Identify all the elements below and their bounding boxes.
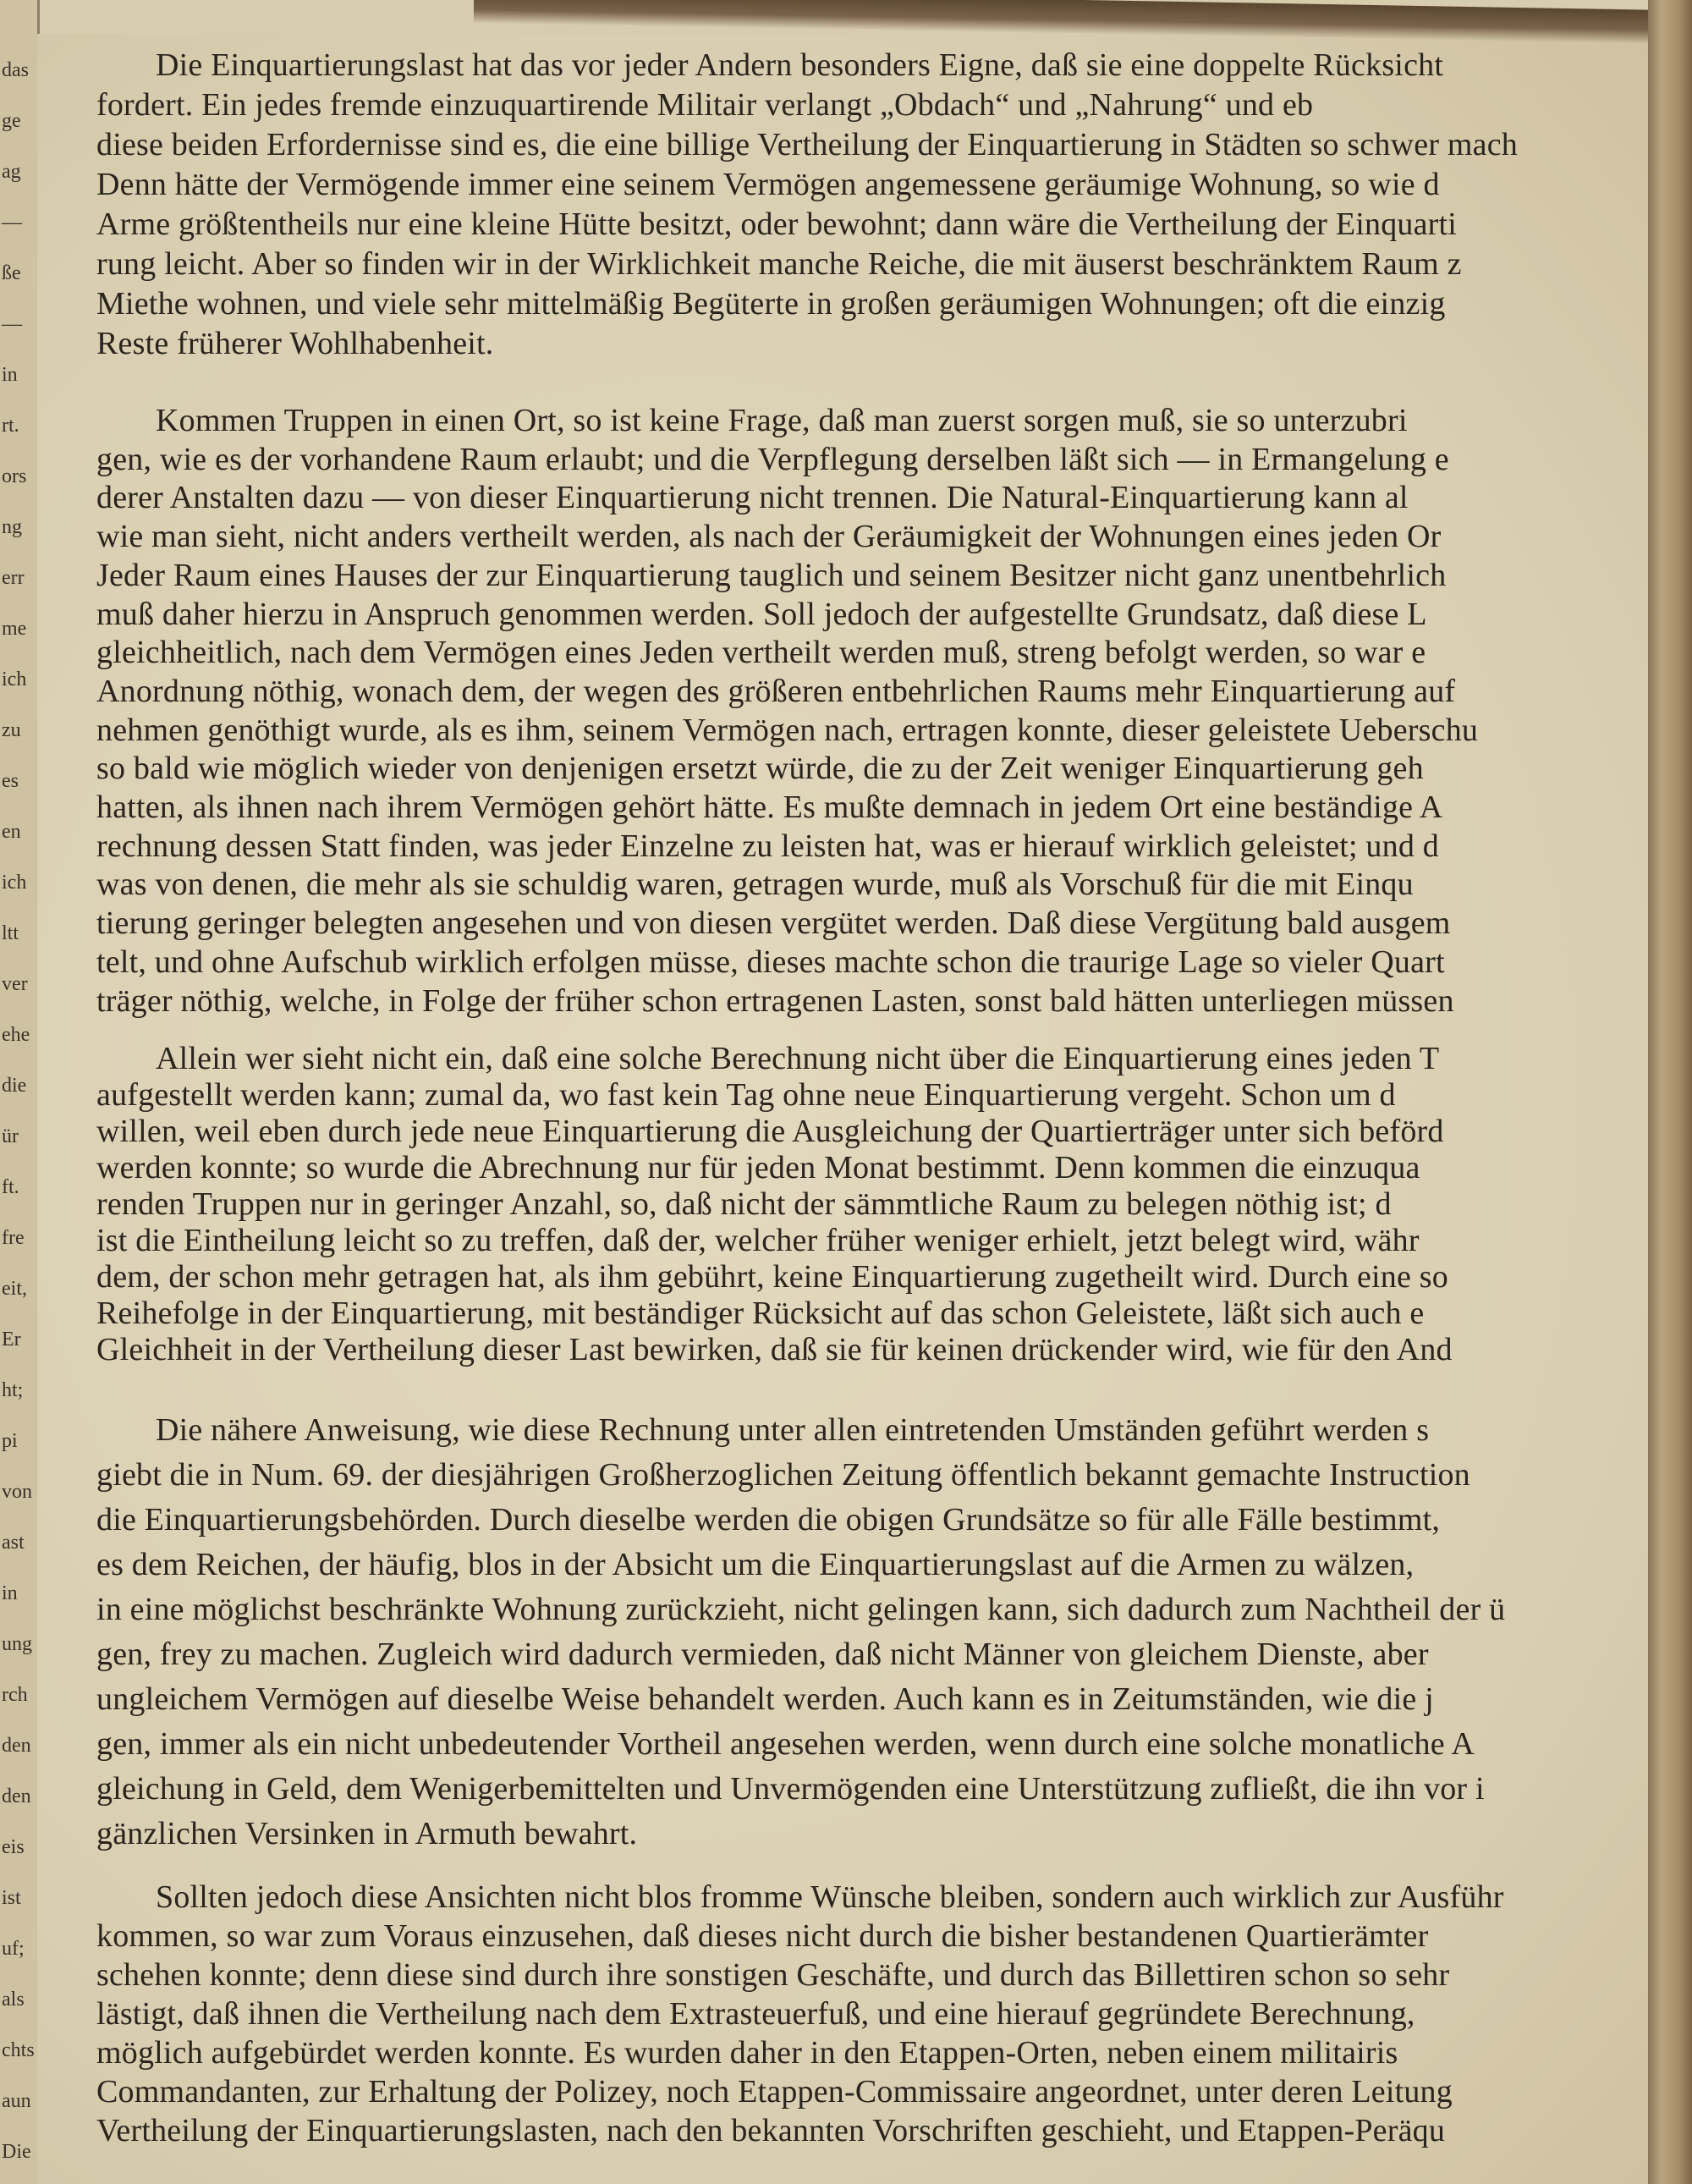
margin-fragment: ich	[2, 668, 27, 690]
margin-fragment: die	[2, 1075, 27, 1097]
margin-fragment: ist	[2, 1887, 21, 1909]
text-line: gen, immer als ein nicht unbedeutender Vortheil angesehen werden, wenn durch eine solche monatliche A	[96, 1726, 1475, 1762]
text-line: Miethe wohnen, und viele sehr mittelmäßig Begüterte in großen geräumigen Wohnungen; oft die einzig	[96, 286, 1446, 322]
text-line: in eine möglichst beschränkte Wohnung zurückzieht, nicht gelingen kann, sich dadurch zum Nachtheil der ü	[96, 1592, 1506, 1627]
text-line: Jeder Raum eines Hauses der zur Einquartierung tauglich und seinem Besitzer nicht ganz unentbehrlich	[96, 557, 1447, 593]
text-line: es dem Reichen, der häufig, blos in der Absicht um die Einquartierungslast auf die Armen zu wälzen,	[96, 1547, 1415, 1582]
margin-fragment: als	[2, 1989, 25, 2011]
text-line: rechnung dessen Statt finden, was jeder Einzelne zu leisten hat, was er hierauf wirklich geleistet; und d	[96, 828, 1439, 864]
text-line: gleichung in Geld, dem Wenigerbemittelten und Unvermögenden eine Unterstützung zufließt, die ihn vor i	[96, 1771, 1485, 1807]
text-line: Denn hätte der Vermögende immer eine seinem Vermögen angemessene geräumige Wohnung, so wie d	[96, 167, 1440, 202]
text-line: hatten, als ihnen nach ihrem Vermögen gehört hätte. Es mußte demnach in jedem Ort eine beständige A	[96, 789, 1443, 825]
text-line: derer Anstalten dazu — von dieser Einquartierung nicht trennen. Die Natural-Einquartierung kann al	[96, 480, 1409, 516]
text-line: muß daher hierzu in Anspruch genommen werden. Soll jedoch der aufgestellte Grundsatz, daß diese L	[96, 596, 1427, 632]
text-line: gänzlichen Versinken in Armuth bewahrt.	[96, 1816, 638, 1851]
adjacent-page-margin	[0, 0, 40, 2184]
margin-fragment: err	[2, 567, 25, 589]
margin-fragment: ft.	[2, 1176, 19, 1198]
text-line: lästigt, daß ihnen die Vertheilung nach dem Extrasteuerfuß, und eine hierauf gegründete Berechnung,	[96, 1996, 1415, 2032]
book-edge	[1648, 0, 1692, 2184]
margin-fragment: ltt	[2, 922, 19, 944]
text-line: diese beiden Erfordernisse sind es, die eine billige Vertheilung der Einquartierung in Städten so schwer mach	[96, 127, 1518, 162]
margin-fragment: aun	[2, 2090, 31, 2112]
margin-fragment: ür	[2, 1125, 19, 1147]
margin-fragment: Er	[2, 1329, 21, 1351]
text-line: werden konnte; so wurde die Abrechnung nur für jeden Monat bestimmt. Denn kommen die einzuqua	[96, 1150, 1420, 1186]
margin-fragment: —	[2, 212, 22, 234]
margin-fragment: ich	[2, 872, 27, 894]
text-line: schehen konnte; denn diese sind durch ihre sonstigen Geschäfte, und durch das Billettiren schon so sehr	[96, 1957, 1450, 1993]
text-line: Commandanten, zur Erhaltung der Polizey, noch Etappen-Commissaire angeordnet, unter deren Leitung	[96, 2074, 1453, 2110]
text-line: aufgestellt werden kann; zumal da, wo fast kein Tag ohne neue Einquartierung vergeht. Schon um d	[96, 1077, 1396, 1113]
margin-fragment: —	[2, 313, 22, 335]
text-line: ungleichem Vermögen auf dieselbe Weise behandelt werden. Auch kann es in Zeitumständen, wie die j	[96, 1681, 1434, 1717]
text-line: Reihefolge in der Einquartierung, mit beständiger Rücksicht auf das schon Geleistete, läßt sich auch e	[96, 1296, 1425, 1331]
margin-fragment: es	[2, 770, 19, 792]
margin-fragment: den	[2, 1735, 31, 1757]
margin-fragment: das	[2, 59, 29, 81]
margin-fragment: rt.	[2, 415, 19, 437]
margin-fragment: ast	[2, 1532, 25, 1554]
margin-fragment: ehe	[2, 1024, 30, 1046]
text-line: Anordnung nöthig, wonach dem, der wegen des größeren entbehrlichen Raums mehr Einquartierung auf	[96, 673, 1456, 709]
text-line: ist die Eintheilung leicht so zu treffen, daß der, welcher früher weniger erhielt, jetzt belegt wird, währ	[96, 1223, 1420, 1258]
margin-fragment: eis	[2, 1836, 25, 1858]
margin-fragment: rch	[2, 1684, 28, 1706]
text-line: tierung geringer belegten angesehen und von diesen vergütet werden. Daß diese Vergütung bald ausgem	[96, 905, 1451, 942]
margin-fragment: ung	[2, 1633, 32, 1655]
margin-fragment: ors	[2, 465, 27, 487]
text-line: renden Truppen nur in geringer Anzahl, so, daß nicht der sämmtliche Raum zu belegen nöthig ist; d	[96, 1186, 1392, 1222]
text-line: so bald wie möglich wieder von denjenigen ersetzt würde, die zu der Zeit weniger Einquartierung geh	[96, 751, 1424, 787]
text-line: gen, wie es der vorhandene Raum erlaubt; und die Verpflegung derselben läßt sich — in Ermangelung e	[96, 441, 1449, 477]
text-line: Vertheilung der Einquartierungslasten, nach den bekannten Vorschriften geschieht, und Etappen-Peräqu	[96, 2113, 1446, 2148]
document-page	[37, 34, 1648, 2184]
margin-fragment: ße	[2, 262, 21, 284]
margin-fragment: ge	[2, 110, 21, 132]
text-line: giebt die in Num. 69. der diesjährigen Großherzoglichen Zeitung öffentlich bekannt gemachte Instruction	[96, 1457, 1470, 1493]
margin-fragment: me	[2, 618, 27, 640]
text-line: kommen, so war zum Voraus einzusehen, daß dieses nicht durch die bisher bestandenen Quartierämter	[96, 1918, 1429, 1954]
text-line: Arme größtentheils nur eine kleine Hütte besitzt, oder bewohnt; dann wäre die Vertheilung der Einquarti	[96, 206, 1458, 242]
margin-fragment: Die	[2, 2141, 31, 2163]
text-line: Reste früherer Wohlhabenheit.	[96, 326, 494, 361]
margin-fragment: en	[2, 821, 21, 843]
text-line: Die nähere Anweisung, wie diese Rechnung unter allen eintretenden Umständen geführt werden s	[156, 1412, 1430, 1448]
margin-fragment: fre	[2, 1227, 25, 1249]
margin-fragment: chts	[2, 2039, 35, 2061]
margin-fragment: in	[2, 1582, 18, 1604]
text-line: gleichheitlich, nach dem Vermögen eines Jeden vertheilt werden muß, streng befolgt werden, so war e	[96, 635, 1426, 671]
margin-fragment: uf;	[2, 1938, 25, 1960]
text-line: Allein wer sieht nicht ein, daß eine solche Berechnung nicht über die Einquartierung eines jeden T	[156, 1041, 1440, 1076]
text-line: Sollten jedoch diese Ansichten nicht blos fromme Wünsche bleiben, sondern auch wirklich zur Ausführ	[156, 1879, 1504, 1915]
text-line: möglich aufgebürdet werden konnte. Es wurden daher in den Etappen-Orten, neben einem militairis	[96, 2035, 1398, 2071]
text-line: träger nöthig, welche, in Folge der früher schon ertragenen Lasten, sonst bald hätten unterliegen müssen	[96, 982, 1454, 1019]
text-line: Gleichheit in der Vertheilung dieser Last bewirken, daß sie für keinen drückender wird, wie für den And	[96, 1332, 1453, 1367]
margin-fragment: von	[2, 1481, 32, 1503]
margin-fragment: zu	[2, 719, 21, 741]
margin-fragment: ht;	[2, 1379, 24, 1401]
text-line: gen, frey zu machen. Zugleich wird dadurch vermieden, daß nicht Männer von gleichem Dienste, aber	[96, 1637, 1429, 1672]
margin-fragment: eit,	[2, 1278, 27, 1300]
text-line: rung leicht. Aber so finden wir in der Wirklichkeit manche Reiche, die mit äuserst beschränktem Raum z	[96, 246, 1462, 282]
margin-fragment: pi	[2, 1430, 18, 1452]
text-line: Die Einquartierungslast hat das vor jeder Andern besonders Eigne, daß sie eine doppelte Rücksicht	[156, 47, 1444, 83]
margin-fragment: den	[2, 1785, 31, 1807]
text-line: willen, weil eben durch jede neue Einquartierung die Ausgleichung der Quartierträger unter sich beförd	[96, 1114, 1444, 1149]
text-line: telt, und ohne Aufschub wirklich erfolgen müsse, dieses machte schon die traurige Lage so vieler Quart	[96, 943, 1445, 980]
text-line: nehmen genöthigt wurde, als es ihm, seinem Vermögen nach, ertragen konnte, dieser geleistete Ueberschu	[96, 712, 1479, 748]
text-line: fordert. Ein jedes fremde einzuquartirende Militair verlangt „Obdach“ und „Nahrung“ und eb	[96, 87, 1314, 123]
text-line: die Einquartierungsbehörden. Durch dieselbe werden die obigen Grundsätze so für alle Fälle bestimmt,	[96, 1502, 1441, 1538]
margin-fragment: ag	[2, 161, 21, 183]
text-line: wie man sieht, nicht anders vertheilt werden, als nach der Geräumigkeit der Wohnungen eines jeden Or	[96, 519, 1442, 555]
text-line: dem, der schon mehr getragen hat, als ihm gebührt, keine Einquartierung zugetheilt wird. Durch eine so	[96, 1259, 1448, 1295]
margin-fragment: ver	[2, 973, 28, 995]
text-line: was von denen, die mehr als sie schuldig waren, getragen wurde, muß als Vorschuß für die mit Einqu	[96, 866, 1414, 903]
text-line: Kommen Truppen in einen Ort, so ist keine Frage, daß man zuerst sorgen muß, sie so unterzubri	[156, 403, 1408, 438]
margin-fragment: ng	[2, 516, 22, 538]
margin-fragment: in	[2, 364, 18, 386]
